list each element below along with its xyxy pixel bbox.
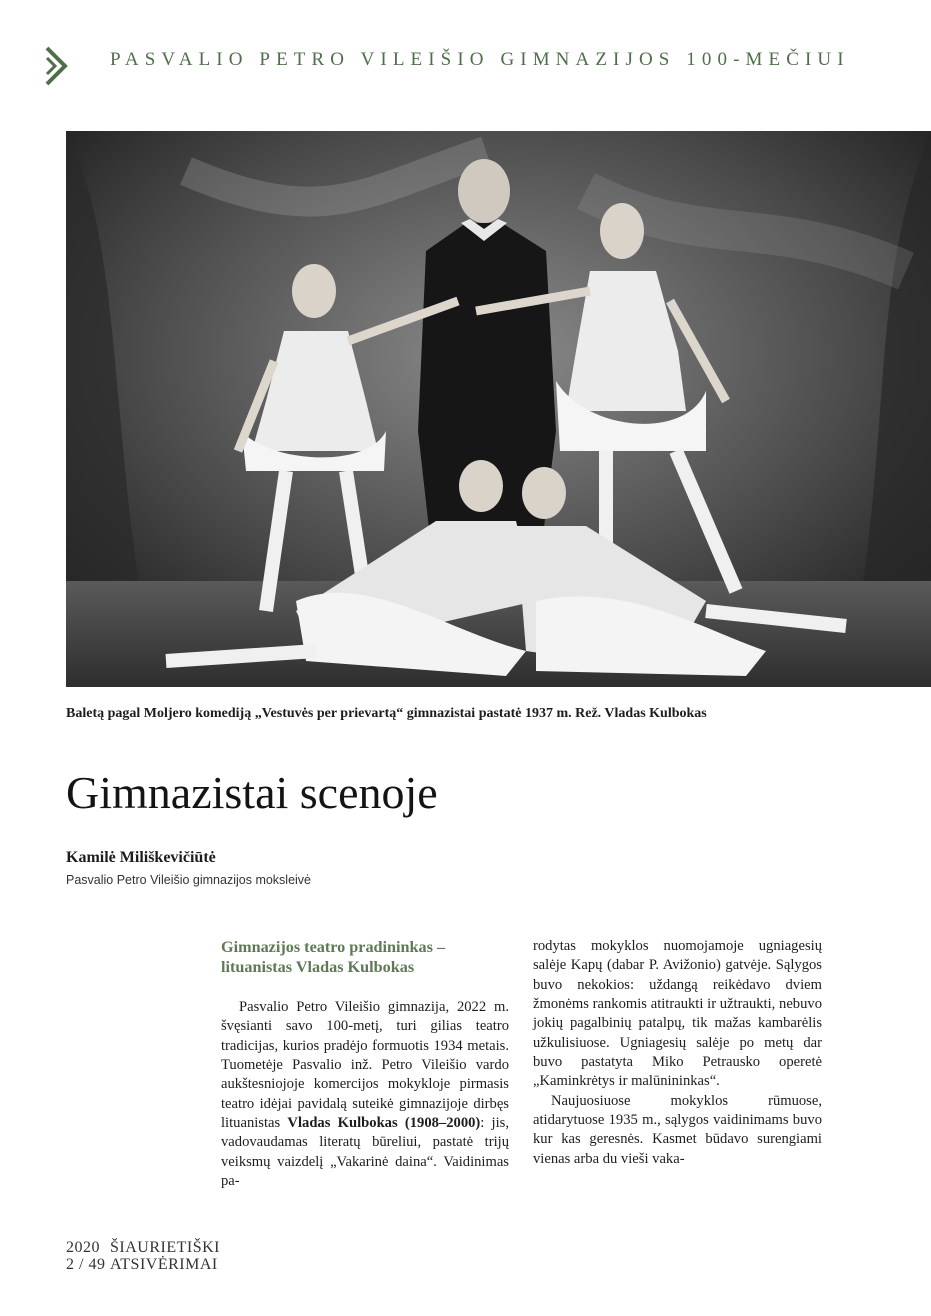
paragraph-1-continuation: rodytas mokyklos nuomojamoje ugniagesių salėje Kapų (dabar P. Avižonio) gatvėje. Sąlygos buvo nekokios: uždangą reikėdavo dviem žmonėms rankomis atitraukti ir užtraukti, nebuvo jokių pagalbinių patalpų, tik mažas kambarėlis užkulisiuose. Ugniagesių salėje po metų dar buvo pastatyta Miko Petrausko operetė „Kaminkrėtys ir malūnininkas“. xyxy=(533,938,822,1090)
chevron-logo-icon xyxy=(44,44,70,88)
article-column-2 xyxy=(533,937,822,1169)
article-column-1 xyxy=(221,937,509,1191)
running-header: PASVALIO PETRO VILEIŠIO GIMNAZIJOS 100-MEČIUI xyxy=(110,49,850,70)
footer-issue: 2 / 49 xyxy=(66,1256,106,1273)
ballet-photo xyxy=(66,131,931,687)
paragraph-1: Pasvalio Petro Vileišio gimnazija, 2022 m. švęsianti savo 100-metį, turi gilias teatro tradicijas, kurios pradėjo formuotis 1934 metais. Tuometėje Pasvalio inž. Petro Vileišio vardo aukštesniojoje komercijos mokykloje pirmasis teatro idėjai pavidalą suteikė gimnazijoje dirbęs lituanistas Vladas Kulbokas (1908–2000): jis, vadovaudamas literatų būreliui, pastatė trijų veiksmų vaizdelį „Vakarinė daina“. Vaidinimas pa- xyxy=(221,999,509,1190)
footer-journal-line1: ŠIAURIETIŠKI xyxy=(110,1239,220,1256)
article-title: Gimnazistai scenoje xyxy=(66,767,438,818)
author-name: Kamilė Miliškevičiūtė xyxy=(66,849,216,866)
paragraph-1-continued xyxy=(533,937,822,1092)
author-affiliation: Pasvalio Petro Vileišio gimnazijos moksleivė xyxy=(66,873,312,887)
paragraph-1-tail: : jis, vadovaudamas literatų būreliui, pastatė trijų veiksmų vaizdelį „Vakarinė daina“. Vaidinimas pa- xyxy=(221,1115,509,1190)
footer-year: 2020 xyxy=(66,1239,100,1256)
section-subheading: Gimnazijos teatro pradininkas – lituanistas Vladas Kulbokas xyxy=(221,938,446,976)
photo-caption: Baletą pagal Moljero komediją „Vestuvės per prievartą“ gimnazistai pastatė 1937 m. Rež. Vladas Kulbokas xyxy=(66,706,707,721)
page-footer xyxy=(66,1239,220,1273)
paragraph-2: Naujuosiuose mokyklos rūmuose, atidarytuose 1935 m., sąlygos vaidinimams buvo kur kas geresnės. Kasmet būdavo surengiami vienas arba du vieši vaka- xyxy=(533,1092,822,1167)
footer-journal-line2: ATSIVĖRIMAI xyxy=(110,1256,218,1273)
